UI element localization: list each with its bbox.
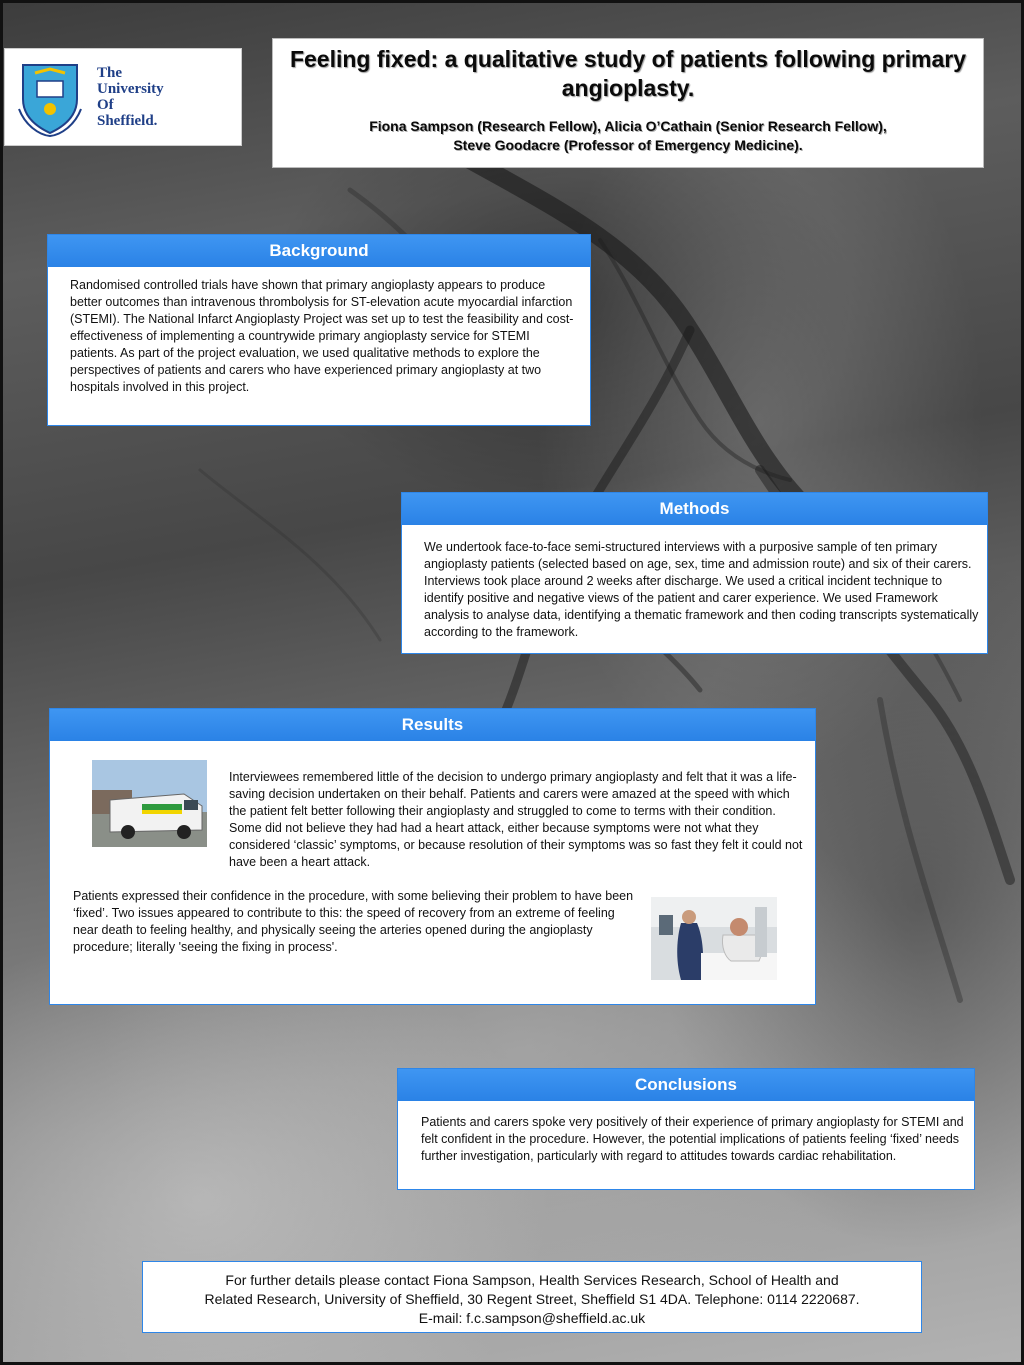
results-paragraph-1-text: Interviewees remembered little of the decision to undergo primary angioplasty and felt that it was a life-saving decision undertaken on their behalf. Patients and carers were amazed at the speed with which the patient felt better following their angioplasty and struggled to come to terms with their condition. Some did not believe they had had a heart attack, either because symptoms were not what they considered ‘classic’ symptoms, or because resolution of their symptoms was so fast they felt it could not have been a heart attack.	[229, 770, 803, 869]
contact-details	[142, 1261, 922, 1333]
contact-line: Related Research, University of Sheffield, 30 Regent Street, Sheffield S1 4DA. Telephone: 0114 2220687.	[204, 1291, 860, 1307]
logo-line: The	[97, 65, 123, 81]
university-crest-icon	[15, 59, 85, 137]
methods-text: We undertook face-to-face semi-structured interviews with a purposive sample of ten primary angioplasty patients (selected based on age, sex, time and admission route) and six of their carers. Interviews took place around 2 weeks after discharge. We used a critical incident technique to identify positive and negative views of the patient and carer experience. We used Framework analysis to analyse data, identifying a thematic framework and then coding transcripts systematically according to the framework.	[424, 540, 979, 639]
poster-title: Feeling fixed: a qualitative study of patients following primary angioplasty.	[289, 46, 967, 101]
results-paragraph-2: Patients expressed their confidence in the procedure, with some believing their problem to have been ‘fixed’. Two issues appeared to contribute to this: the speed of recovery from an extreme of feeling near death to feeling healthy, and physically seeing the arteries opened during the angioplasty procedure; literally 'seeing the fixing in process'.	[73, 889, 634, 954]
authors-line: Fiona Sampson (Research Fellow), Alicia O’Cathain (Senior Research Fellow),	[369, 118, 887, 134]
conclusions-section	[397, 1068, 975, 1190]
methods-heading: Methods	[402, 493, 987, 525]
results-heading: Results	[50, 709, 815, 741]
contact-email: E-mail: f.c.sampson@sheffield.ac.uk	[418, 1310, 646, 1326]
logo-wordmark	[97, 65, 164, 129]
logo-line: Of	[97, 97, 114, 113]
methods-section	[401, 492, 988, 654]
logo-line: University	[97, 81, 164, 97]
background-section	[47, 234, 591, 426]
conclusions-heading: Conclusions	[398, 1069, 974, 1101]
authors-line: Steve Goodacre (Professor of Emergency Medicine).	[453, 137, 803, 153]
results-paragraph-1	[74, 769, 809, 871]
author-list	[283, 117, 973, 155]
results-section	[49, 708, 816, 1005]
university-logo	[4, 48, 242, 146]
nurse-with-patient-photo	[651, 897, 777, 980]
background-text: Randomised controlled trials have shown that primary angioplasty appears to produce better outcomes than intravenous thrombolysis for ST-elevation acute myocardial infarction (STEMI). The National Infarct Angioplasty Project was set up to test the feasibility and cost-effectiveness of implementing a countrywide primary angioplasty service for STEMI patients. As part of the project evaluation, we used qualitative methods to explore the perspectives of patients and carers who have experienced primary angioplasty at two hospitals involved in this project.	[70, 278, 574, 394]
logo-line: Sheffield.	[97, 113, 158, 129]
contact-line: For further details please contact Fiona Sampson, Health Services Research, School of Health and	[225, 1272, 839, 1288]
background-heading: Background	[48, 235, 590, 267]
conclusions-text: Patients and carers spoke very positively of their experience of primary angioplasty for STEMI and felt confident in the procedure. However, the potential implications of patients feeling ‘fixed’ needs further investigation, particularly with regard to attitudes towards cardiac rehabilitation.	[421, 1115, 964, 1163]
poster-header	[272, 38, 984, 168]
